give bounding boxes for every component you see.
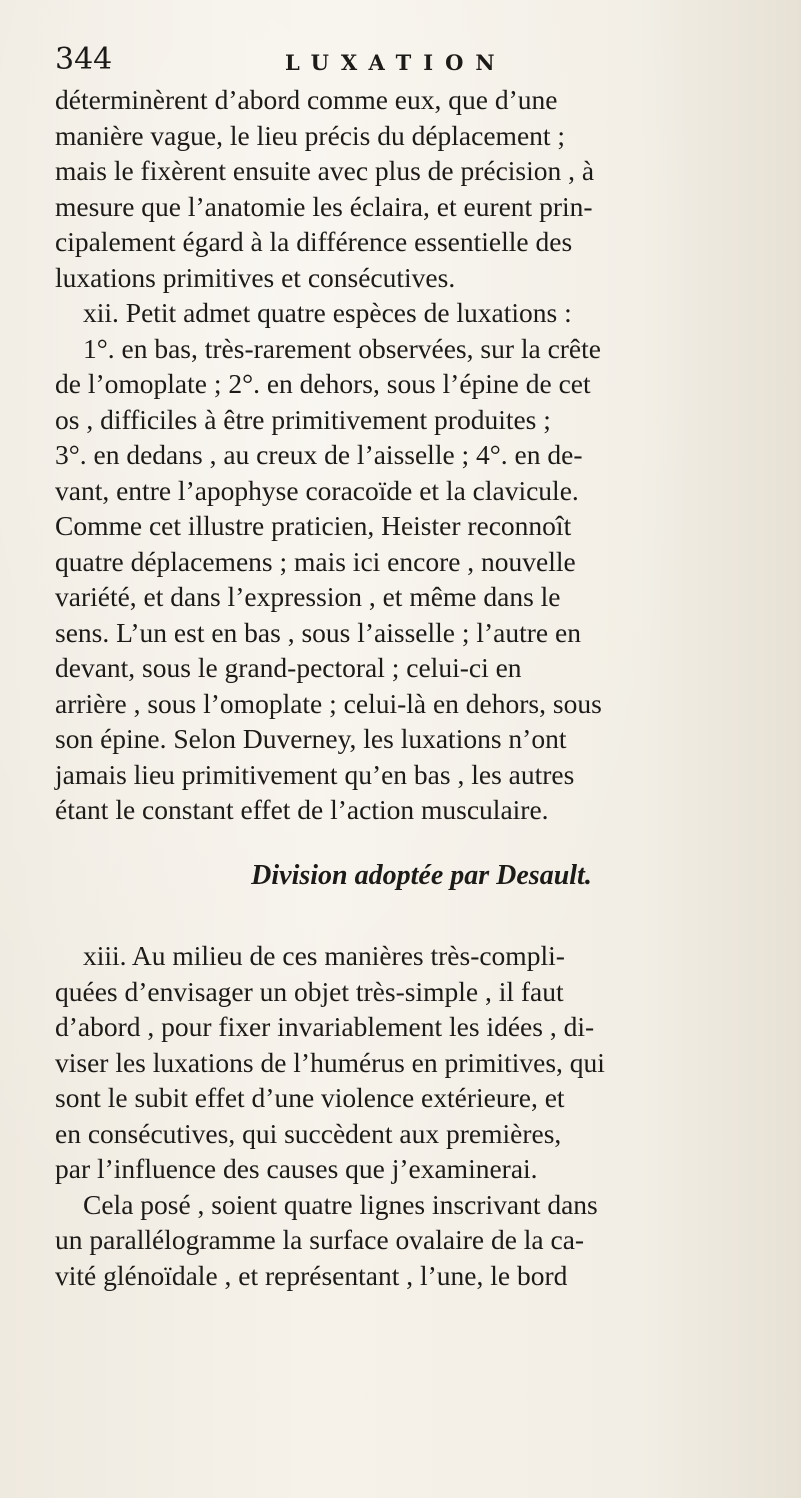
page-header (55, 42, 755, 82)
text-line: 1°. en bas, très-rarement observées, sur la crête (83, 332, 601, 364)
main-text (55, 82, 780, 1293)
text-line: devant, sous le grand-pectoral ; celui-ci en (55, 652, 522, 683)
text-line: étant le constant effet de l’action musculaire. (55, 794, 549, 825)
text-line: en consécutives, qui succèdent aux premières, (55, 1117, 562, 1149)
paragraph-xii (55, 295, 780, 828)
text-line: sens. L’un est en bas , sous l’aisselle ; l’autre en (55, 616, 581, 648)
text-line: mesure que l’anatomie les éclaira, et eurent prin- (55, 190, 593, 222)
text-line: mais le fixèrent ensuite avec plus de précision , à (55, 155, 595, 186)
page-number: 344 (55, 42, 113, 77)
text-line: Comme cet illustre praticien, Heister reconnoît (55, 510, 572, 541)
text-line: os , difficiles à être primitivement produites ; (55, 403, 551, 435)
text-line: xii. Petit admet quatre espèces de luxations : (83, 297, 572, 328)
text-line: 3°. en dedans , au creux de l’aisselle ; 4°. en de- (55, 439, 583, 470)
text-line: xiii. Au milieu de ces manières très-compli- (83, 940, 565, 971)
paragraph-cela-pose (55, 1187, 780, 1294)
text-line: luxations primitives et consécutives. (55, 261, 456, 293)
text-line: variété, et dans l’expression , et même dans le (55, 581, 561, 612)
paragraph-xiii (55, 938, 780, 1187)
text-line: par l’influence des causes que j’examinerai. (55, 1153, 538, 1184)
text-line: quatre déplacemens ; mais ici encore , nouvelle (55, 545, 576, 577)
text-line: arrière , sous l’omoplate ; celui-là en dehors, sous (55, 687, 602, 719)
text-line: de l’omoplate ; 2°. en dehors, sous l’épine de cet (55, 368, 591, 399)
text-line: vant, entre l’apophyse coracoïde et la clavicule. (55, 474, 579, 506)
text-line: Cela posé , soient quatre lignes inscrivant dans (83, 1188, 598, 1220)
paragraph-continued (55, 82, 780, 295)
text-line: vité glénoïdale , et représentant , l’une, le bord (55, 1259, 568, 1291)
text-line: cipalement égard à la différence essentielle des (55, 226, 573, 257)
section-heading: Division adoptée par Desault. (251, 859, 592, 891)
text-line: déterminèrent d’abord comme eux, que d’une (55, 84, 558, 115)
text-line: quées d’envisager un objet très-simple , il faut (55, 975, 564, 1007)
text-line: manière vague, le lieu précis du déplacement ; (55, 119, 566, 151)
text-line: viser les luxations de l’humérus en primitives, qui (55, 1046, 605, 1078)
text-line: d’abord , pour fixer invariablement les idées , di- (55, 1011, 595, 1042)
text-line: jamais lieu primitivement qu’en bas , les autres (55, 758, 575, 790)
text-line: un parallélogramme la surface ovalaire de la ca- (55, 1224, 585, 1255)
running-head: LUXATION (285, 50, 507, 75)
text-line: son épine. Selon Duverney, les luxations n’ont (55, 723, 567, 754)
text-line: sont le subit effet d’une violence extérieure, et (55, 1082, 565, 1113)
